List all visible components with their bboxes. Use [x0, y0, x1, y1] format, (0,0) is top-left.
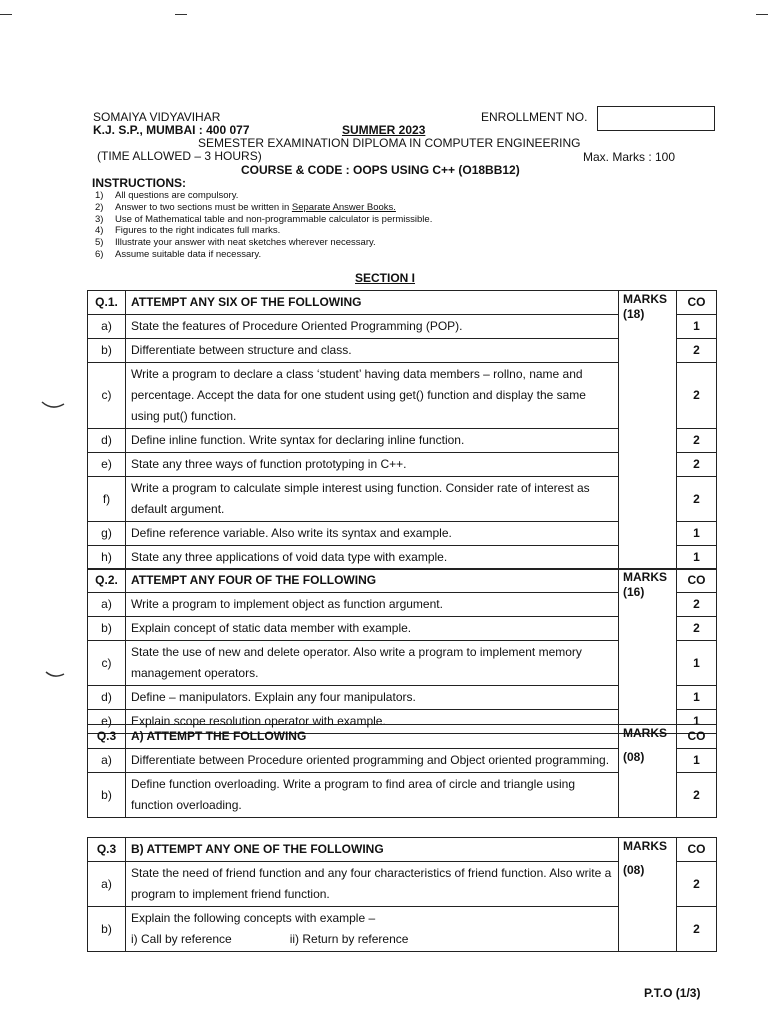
question-row: g) Define reference variable. Also write its syntax and example. 1 — [88, 522, 717, 546]
question-row: a) State the features of Procedure Oriented Programming (POP). 1 — [88, 315, 717, 339]
institute-address: K.J. S.P., MUMBAI : 400 077 — [93, 123, 250, 137]
co-header: CO — [677, 291, 717, 315]
scan-mark — [40, 398, 66, 412]
question-1-table — [87, 290, 717, 570]
institute-name: SOMAIYA VIDYAVIHAR — [93, 110, 221, 124]
question-number: Q.3 — [88, 838, 126, 862]
instruction-item: 6) Assume suitable data if necessary. — [95, 248, 262, 260]
question-heading: A) ATTEMPT THE FOLLOWING — [126, 725, 619, 749]
marks-header: MARKS — [619, 838, 677, 862]
question-2-table — [87, 568, 717, 734]
instructions-title: INSTRUCTIONS: — [92, 176, 186, 190]
question-row: b) Explain concept of static data member with example. 2 — [88, 617, 717, 641]
instruction-item: 4) Figures to the right indicates full marks. — [95, 225, 281, 237]
marks-cell: MARKS (18) — [619, 291, 677, 570]
marks-value: (08) — [619, 749, 677, 818]
scan-mark — [0, 14, 12, 15]
question-number: Q.2. — [88, 569, 126, 593]
enrollment-number-box[interactable] — [597, 106, 715, 131]
question-row: d) Define inline function. Write syntax for declaring inline function. 2 — [88, 429, 717, 453]
question-row: c) State the use of new and delete operator. Also write a program to implement memory management operators. 1 — [88, 641, 717, 686]
question-row: b) Differentiate between structure and class. 2 — [88, 339, 717, 363]
instructions — [92, 176, 433, 261]
marks-value: (08) — [619, 862, 677, 952]
scan-mark — [756, 14, 768, 15]
instruction-item: 1) All questions are compulsory. — [95, 190, 239, 201]
section-title: SECTION I — [355, 271, 416, 285]
question-row: e) Explain scope resolution operator with example. 1 — [88, 710, 717, 734]
question-row: a) Differentiate between Procedure oriented programming and Object oriented programming. (08) 1 — [88, 749, 717, 773]
question-row: a) Write a program to implement object as function argument. 2 — [88, 593, 717, 617]
question-row: d) Define – manipulators. Explain any four manipulators. 1 — [88, 686, 717, 710]
question-row: b) Explain the following concepts with example – i) Call by reference ii) Return by reference 2 — [88, 907, 717, 952]
marks-header: MARKS — [619, 725, 677, 749]
question-row: a) State the need of friend function and any four characteristics of friend function. Also write a program to implement friend function. (08) 2 — [88, 862, 717, 907]
instruction-item: 3) Use of Mathematical table and non-programmable calculator is permissible. — [95, 213, 433, 225]
co-header: CO — [677, 838, 717, 862]
time-allowed: (TIME ALLOWED – 3 HOURS) — [97, 149, 262, 163]
question-row: h) State any three applications of void data type with example. 1 — [88, 546, 717, 570]
question-number: Q.3 — [88, 725, 126, 749]
question-heading: ATTEMPT ANY FOUR OF THE FOLLOWING — [126, 569, 619, 593]
exam-session: SUMMER 2023 — [342, 123, 426, 137]
scan-mark — [44, 668, 66, 682]
co-header: CO — [677, 725, 717, 749]
instruction-item: 2) Answer to two sections must be written in Separate Answer Books. — [95, 201, 396, 213]
instruction-item: 5) Illustrate your answer with neat sketches wherever necessary. — [95, 237, 376, 249]
scan-mark — [175, 14, 187, 15]
co-header: CO — [677, 569, 717, 593]
marks-cell: MARKS (16) — [619, 569, 677, 734]
question-3a-table — [87, 724, 717, 818]
question-row: f) Write a program to calculate simple interest using function. Consider rate of interest as default argument. 2 — [88, 477, 717, 522]
question-row: e) State any three ways of function prototyping in C++. 2 — [88, 453, 717, 477]
question-3b-table — [87, 837, 717, 952]
course-code: COURSE & CODE : OOPS USING C++ (O18BB12) — [241, 163, 520, 177]
question-heading: B) ATTEMPT ANY ONE OF THE FOLLOWING — [126, 838, 619, 862]
question-number: Q.1. — [88, 291, 126, 315]
question-heading: ATTEMPT ANY SIX OF THE FOLLOWING — [126, 291, 619, 315]
question-row: b) Define function overloading. Write a program to find area of circle and triangle using function overloading. 2 — [88, 773, 717, 818]
exam-title: SEMESTER EXAMINATION DIPLOMA IN COMPUTER ENGINEERING — [198, 136, 581, 150]
enrollment-label: ENROLLMENT NO. — [481, 110, 588, 124]
page-footer: P.T.O (1/3) — [644, 986, 701, 1000]
max-marks: Max. Marks : 100 — [583, 150, 676, 164]
question-row: c) Write a program to declare a class ‘student’ having data members – rollno, name and percentage. Accept the data for one student using get() function and display the same using put() function. 2 — [88, 363, 717, 429]
